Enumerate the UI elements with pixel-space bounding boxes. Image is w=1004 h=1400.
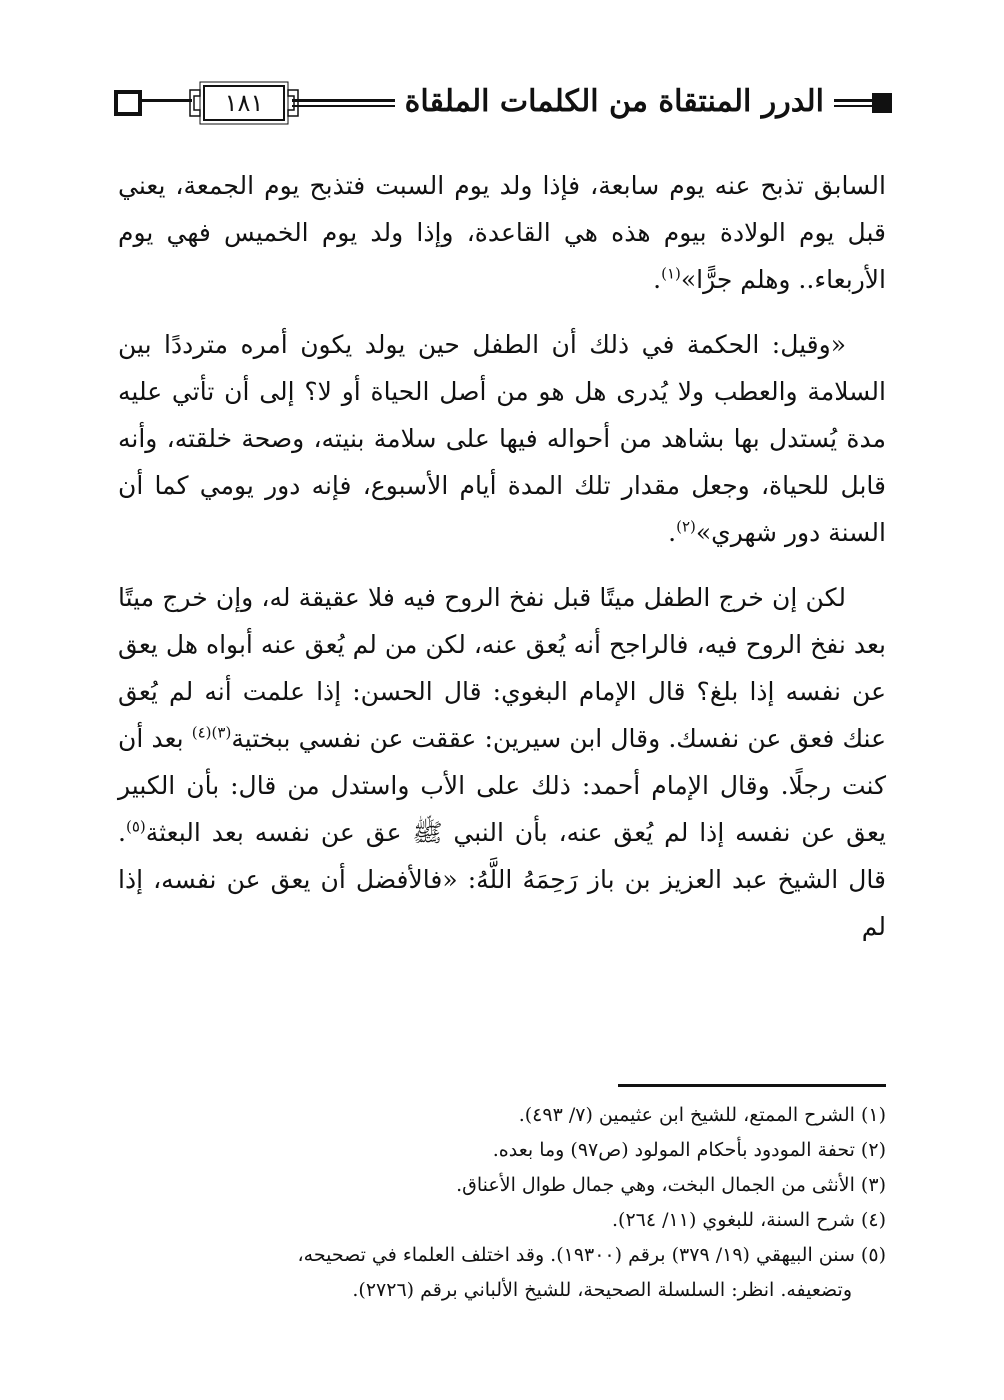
paragraph-1: السابق تذبح عنه يوم سابعة، فإذا ولد يوم السبت فتذبح يوم الجمعة، يعني قبل يوم الولادة بيوم هذه هي القاعدة، وإذا ولد يوم الخميس فهي يوم الأربعاء.. وهلم جرًّا»$^{(١)}$.: [118, 171, 886, 294]
footnote-5: (٥) سنن البيهقي (١٩/ ٣٧٩) برقم (١٩٣٠٠). وقد اختلف العلماء في تصحيحه،: [297, 1244, 886, 1266]
footnote-5-continued: وتضعيفه. انظر: السلسلة الصحيحة، للشيخ الألباني برقم (٢٧٢٦).: [352, 1279, 852, 1301]
footnote-ref: (٥): [125, 817, 146, 836]
paragraph-text: بعد أن كنت رجلًا. وقال الإمام أحمد: ذلك على الأب واستدل من قال: بأن الكبير يعق عن نفسه إذا لم يُعق عنه، بأن النبي ﷺ عق عن نفسه بعد البعثة: [118, 724, 886, 847]
page-number: ١٨١: [224, 89, 264, 117]
footnote-3: (٣) الأنثى من الجمال البخت، وهي جمال طوال الأعناق.: [456, 1174, 886, 1196]
footnote-ref: (٣): [211, 723, 232, 742]
paragraph-text: «وقيل: الحكمة في ذلك أن الطفل حين يولد يكون أمره مترددًا بين السلامة والعطب ولا يُدرى هل هو من أصل الحياة أو لا؟ إلى أن تأتي عليه مدة يُستدل بها بشاهد من أحواله فيها على سلامة بنيته، وصحة خلقته، وأنه قابل للحياة، وجعل مقدار تلك المدة أيام الأسبوع، فإنه دور يومي كما أن السنة دور شهري»: [118, 330, 886, 547]
page-header: [112, 76, 894, 130]
footnote-1: (١) الشرح الممتع، للشيخ ابن عثيمين (٧/ ٤٩٣).: [518, 1104, 886, 1126]
paragraph-2: «وقيل: الحكمة في ذلك أن الطفل حين يولد يكون أمره مترددًا بين السلامة والعطب ولا يُدرى هل هو من أصل الحياة أو لا؟ إلى أن تأتي عليه مدة يُستدل بها بشاهد من أحواله فيها على سلامة بنيته، وصحة خلقته، وأنه قابل للحياة، وجعل مقدار تلك المدة أيام الأسبوع، فإنه دور يومي كما أن السنة دور شهري»$^{(٢)}$.: [118, 330, 886, 547]
footnote-4: (٤) شرح السنة، للبغوي (١١/ ٢٦٤).: [612, 1209, 886, 1231]
footnote-ref: (٢): [676, 517, 696, 536]
footnote-2: (٢) تحفة المودود بأحكام المولود (ص٩٧) وما بعده.: [492, 1139, 886, 1161]
footnote-ref: (٤): [191, 723, 212, 742]
footnote-ref: (١): [661, 264, 681, 283]
paragraph-text: . قال الشيخ عبد العزيز بن باز رَحِمَهُ اللَّهُ: «فالأفضل أن يعق عن نفسه، إذا لم: [118, 818, 886, 941]
footnote-separator: [618, 1084, 886, 1087]
paragraph-text: لكن إن خرج الطفل ميتًا قبل نفخ الروح فيه فلا عقيقة له، وإن خرج ميتًا بعد نفخ الروح فيه، فالراجح أنه يُعق عنه، لكن من لم يُعق عنه أبواه هل يعق عن نفسه إذا بلغ؟ قال الإمام البغوي: قال الحسن: إذا علمت أنه لم يُعق عنك فعق عن نفسك. وقال ابن سيرين: عققت عن نفسي ببختية: [118, 583, 886, 753]
paragraph-text: السابق تذبح عنه يوم سابعة، فإذا ولد يوم السبت فتذبح يوم الجمعة، يعني قبل يوم الولادة بيوم هذه هي القاعدة، وإذا ولد يوم الخميس فهي يوم الأربعاء.. وهلم جرًّا»: [118, 171, 886, 294]
book-title: الدرر المنتقاة من الكلمات الملقاة: [395, 80, 834, 124]
main-text: [118, 162, 886, 968]
paragraph-3: [118, 574, 886, 950]
footnotes: [118, 1098, 886, 1308]
